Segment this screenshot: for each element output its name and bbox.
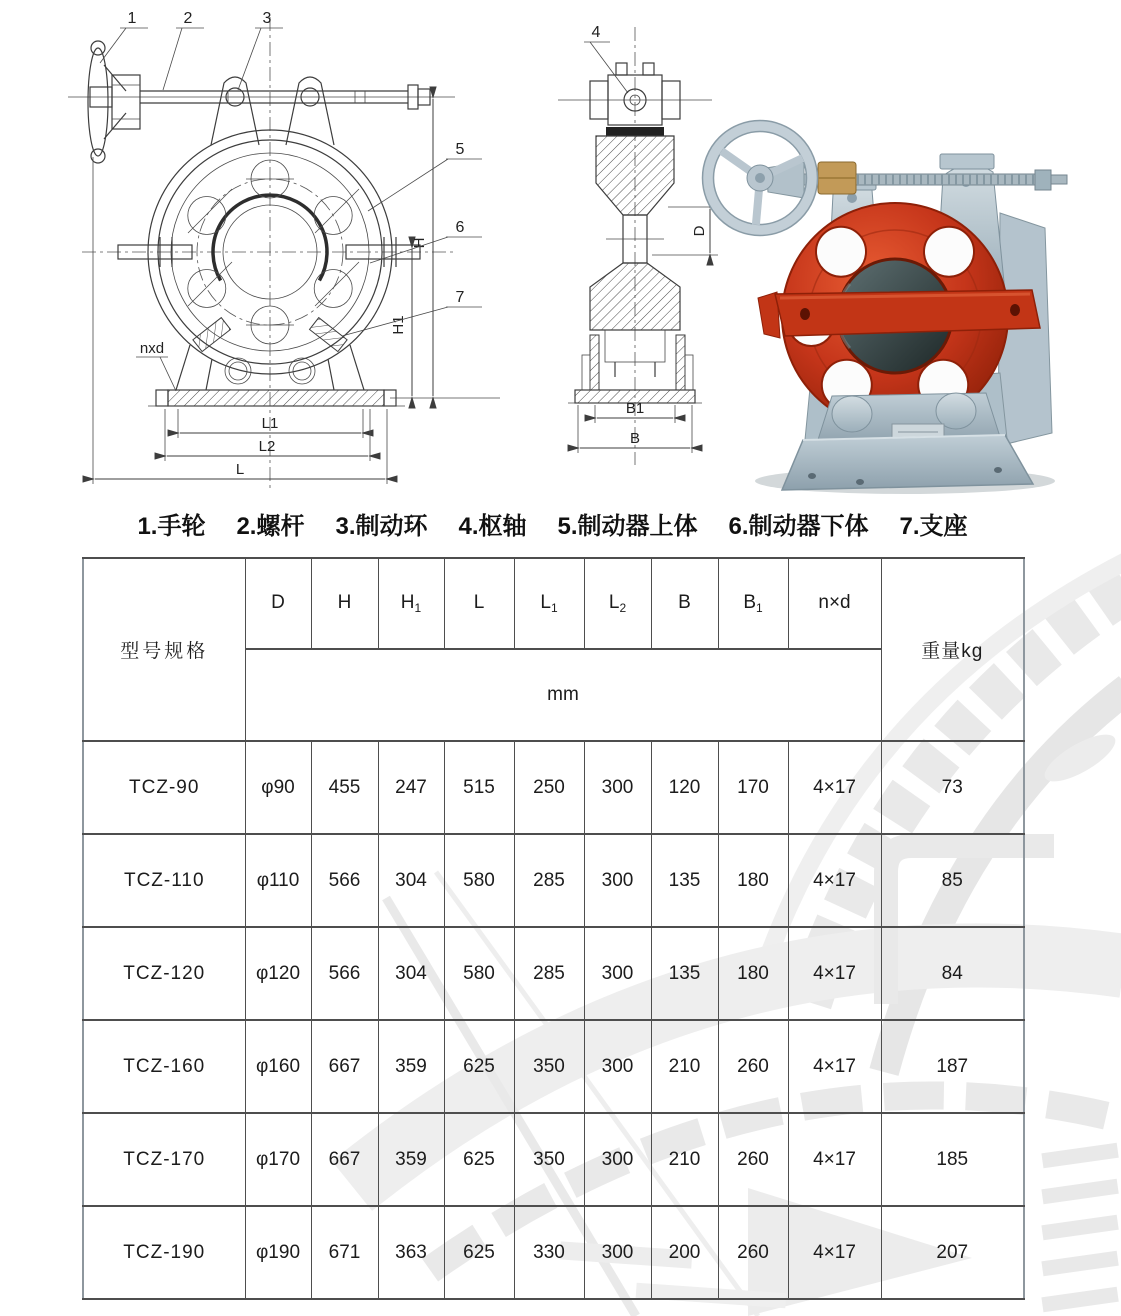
cell-weight: 187: [881, 1020, 1024, 1113]
header-l2: [584, 558, 651, 649]
header-l: [444, 558, 514, 649]
callout-6: 6: [455, 219, 465, 236]
cell-l1: 285: [514, 927, 584, 1020]
col-label: B: [743, 592, 756, 613]
cell-l2: 300: [584, 834, 651, 927]
cell-d: φ190: [245, 1206, 311, 1299]
cell-h1: 363: [378, 1206, 444, 1299]
cell-b: 120: [651, 741, 718, 834]
callout-4: 4: [591, 24, 601, 41]
cell-model: TCZ-160: [83, 1020, 245, 1113]
legend-item: 4.枢轴: [458, 513, 527, 540]
cell-nxd: 4×17: [788, 741, 881, 834]
cell-d: φ160: [245, 1020, 311, 1113]
col-label: L: [473, 592, 485, 613]
callout-3: 3: [262, 10, 272, 27]
legend-item: 3.制动环: [335, 513, 428, 540]
col-sub: 1: [414, 601, 422, 615]
brake-ring-lugs: [211, 77, 334, 145]
cell-l: 625: [444, 1113, 514, 1206]
header-h1: [378, 558, 444, 649]
cell-l2: 300: [584, 927, 651, 1020]
product-photo: [700, 98, 1120, 498]
cell-b1: 180: [718, 927, 788, 1020]
col-label: H: [337, 592, 352, 613]
dim-label-b: B: [629, 430, 641, 447]
cell-model: TCZ-90: [83, 741, 245, 834]
cell-nxd: 4×17: [788, 927, 881, 1020]
cell-nxd: 4×17: [788, 1206, 881, 1299]
cell-model: TCZ-120: [83, 927, 245, 1020]
spec-row: [83, 834, 1024, 927]
cell-d: φ120: [245, 927, 311, 1020]
spec-row: [83, 1113, 1024, 1206]
dim-label-l2: L2: [258, 438, 276, 455]
cell-h: 667: [311, 1113, 378, 1206]
parts-legend: [82, 506, 1023, 541]
dim-label-l: L: [235, 461, 245, 478]
callouts-front: [100, 10, 482, 336]
unit-cell: mm: [245, 649, 881, 741]
legend-item: 6.制动器下体: [728, 513, 869, 540]
table-header: [83, 558, 1024, 741]
header-b: [651, 558, 718, 649]
cell-l: 580: [444, 834, 514, 927]
col-label: L: [540, 592, 551, 613]
header-b1: [718, 558, 788, 649]
spec-table: [82, 557, 1025, 1300]
side-view-drawing: [520, 15, 730, 475]
dim-label-h: H: [411, 237, 428, 249]
spec-row: [83, 741, 1024, 834]
cell-b1: 260: [718, 1020, 788, 1113]
cell-h: 455: [311, 741, 378, 834]
header-nxd: [788, 558, 881, 649]
cell-h: 566: [311, 834, 378, 927]
header-l1: [514, 558, 584, 649]
cell-b: 135: [651, 927, 718, 1020]
legend-item: 2.螺杆: [236, 513, 305, 540]
cell-weight: 84: [881, 927, 1024, 1020]
cell-nxd: 4×17: [788, 1020, 881, 1113]
callout-5: 5: [455, 141, 465, 158]
col-label: L: [608, 592, 620, 613]
col-label: D: [271, 592, 285, 613]
cell-h: 671: [311, 1206, 378, 1299]
spec-row: [83, 927, 1024, 1020]
cell-l2: 300: [584, 1206, 651, 1299]
cell-h: 566: [311, 927, 378, 1020]
support-base-front: [148, 318, 405, 406]
cell-model: TCZ-190: [83, 1206, 245, 1299]
cell-h: 667: [311, 1020, 378, 1113]
dim-label-l1: L1: [261, 415, 279, 432]
header-model: 型号规格: [83, 558, 245, 741]
legend-item: 5.制动器上体: [557, 513, 698, 540]
cell-b1: 170: [718, 741, 788, 834]
cell-b: 210: [651, 1113, 718, 1206]
cell-weight: 73: [881, 741, 1024, 834]
col-sub: 1: [550, 601, 558, 615]
callout-2: 2: [183, 10, 193, 27]
col-sub: 2: [619, 601, 627, 615]
cell-weight: 85: [881, 834, 1024, 927]
cell-d: φ170: [245, 1113, 311, 1206]
cell-weight: 185: [881, 1113, 1024, 1206]
cell-nxd: 4×17: [788, 834, 881, 927]
cell-h1: 304: [378, 834, 444, 927]
cell-l2: 300: [584, 1113, 651, 1206]
spec-row: [83, 1206, 1024, 1299]
cell-b1: 260: [718, 1206, 788, 1299]
cell-d: φ90: [245, 741, 311, 834]
cell-b1: 180: [718, 834, 788, 927]
dim-label-d: D: [691, 225, 708, 237]
cell-model: TCZ-110: [83, 834, 245, 927]
col-label: H: [400, 592, 415, 613]
col-label: B: [678, 592, 691, 613]
front-view-drawing: [60, 5, 510, 500]
cell-l1: 330: [514, 1206, 584, 1299]
cell-b1: 260: [718, 1113, 788, 1206]
brake-upper-body: [596, 136, 674, 215]
cell-h1: 304: [378, 927, 444, 1020]
dim-label-nxd: nxd: [139, 340, 165, 357]
dim-label-h1: H1: [390, 315, 407, 335]
brake-lower-body: [590, 263, 680, 330]
header-h: [311, 558, 378, 649]
table-body: [83, 741, 1024, 1299]
base-plate: [782, 435, 1033, 490]
callout-1: 1: [127, 10, 137, 27]
cell-h1: 359: [378, 1113, 444, 1206]
spec-row: [83, 1020, 1024, 1113]
cell-l: 580: [444, 927, 514, 1020]
cell-weight: 207: [881, 1206, 1024, 1299]
cell-l1: 350: [514, 1020, 584, 1113]
cell-l1: 250: [514, 741, 584, 834]
cell-b: 210: [651, 1020, 718, 1113]
pivot-clevis: [590, 63, 680, 136]
cell-l2: 300: [584, 741, 651, 834]
cell-d: φ110: [245, 834, 311, 927]
cell-nxd: 4×17: [788, 1113, 881, 1206]
cell-model: TCZ-170: [83, 1113, 245, 1206]
cell-l2: 300: [584, 1020, 651, 1113]
callout-7: 7: [455, 289, 465, 306]
cell-h1: 359: [378, 1020, 444, 1113]
header-d: [245, 558, 311, 649]
cell-b: 200: [651, 1206, 718, 1299]
legend-item: 1.手轮: [137, 513, 206, 540]
col-sub: 1: [756, 601, 763, 615]
cell-l1: 350: [514, 1113, 584, 1206]
header-weight: 重量kg: [881, 558, 1024, 741]
cell-h1: 247: [378, 741, 444, 834]
dim-label-b1: B1: [625, 400, 645, 417]
cell-l: 625: [444, 1020, 514, 1113]
col-label: n×d: [818, 592, 851, 613]
handwheel-front: [88, 41, 140, 163]
legend-item: 7.支座: [899, 513, 968, 540]
cell-l1: 285: [514, 834, 584, 927]
cell-b: 135: [651, 834, 718, 927]
cell-l: 625: [444, 1206, 514, 1299]
cell-l: 515: [444, 741, 514, 834]
